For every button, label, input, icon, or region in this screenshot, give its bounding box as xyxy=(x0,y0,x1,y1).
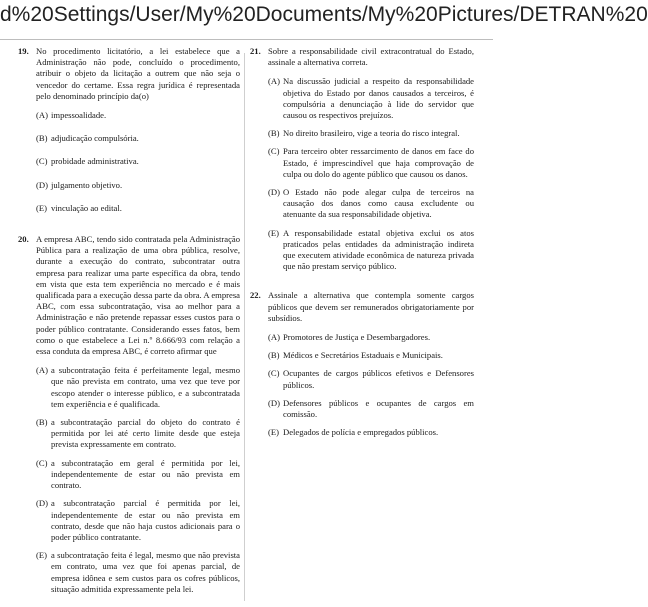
option-e[interactable] xyxy=(268,228,474,273)
option-list xyxy=(250,76,474,272)
question-22 xyxy=(250,290,474,438)
option-list xyxy=(18,110,240,214)
address-bar[interactable] xyxy=(0,0,648,41)
option-text: vinculação ao edital. xyxy=(51,202,122,213)
right-column xyxy=(250,46,474,450)
option-a[interactable] xyxy=(268,332,474,343)
question-number: 22. xyxy=(250,290,261,301)
option-letter: (B) xyxy=(36,417,48,428)
option-text: Na discussão judicial a respeito da responsabilidade objetiva do Estado por danos causados a terceiros, é compulsória a denunciação à lide do servidor que causou os respectivos prejuízos. xyxy=(283,76,474,121)
option-text: Promotores de Justiça e Desembargadores. xyxy=(283,332,431,343)
option-letter: (A) xyxy=(36,110,48,121)
option-letter: (B) xyxy=(36,133,48,144)
option-b[interactable] xyxy=(268,350,474,361)
option-letter: (C) xyxy=(268,368,280,379)
option-text: A responsabilidade estatal objetiva exclui os atos praticados pelas entidades da administração indireta que executem atividade econômica de natureza privada que não prestam serviço público. xyxy=(283,227,474,272)
option-text: julgamento objetivo. xyxy=(51,179,123,190)
option-letter: (E) xyxy=(36,202,47,213)
top-divider xyxy=(0,39,493,40)
question-stem: Sobre a responsabilidade civil extracontratual do Estado, assinale a alternativa correta. xyxy=(268,46,474,68)
option-letter: (E) xyxy=(36,550,47,561)
option-letter: (A) xyxy=(268,332,280,343)
option-letter: (D) xyxy=(268,397,280,408)
option-letter: (D) xyxy=(36,179,48,190)
option-d[interactable] xyxy=(268,187,474,221)
question-20 xyxy=(18,234,240,595)
option-list xyxy=(18,365,240,595)
option-text: Defensores públicos e ocupantes de cargos em comissão. xyxy=(283,397,474,420)
option-text: a subcontratação em geral é permitida por lei, independentemente de estar ou não prevista em contrato. xyxy=(51,457,240,491)
option-text: a subcontratação feita é perfeitamente legal, mesmo que não prevista em contrato, uma vez que teve por escopo atender o interesse público, e a subcontratada tem experiência e é qualificada. xyxy=(51,365,240,409)
option-list xyxy=(250,332,474,438)
option-letter: (B) xyxy=(268,350,280,361)
option-text: a subcontratação parcial é permitida por lei, independentemente de estar ou não prevista em contrato, desde que não haja custos adicionais para o poder público contratante. xyxy=(51,498,240,542)
question-number: 21. xyxy=(250,46,261,56)
option-letter: (A) xyxy=(36,365,48,376)
option-letter: (B) xyxy=(268,128,280,139)
option-a[interactable] xyxy=(36,365,240,410)
option-letter: (D) xyxy=(268,187,280,198)
column-divider xyxy=(244,53,245,601)
option-letter: (A) xyxy=(268,76,280,87)
option-e[interactable] xyxy=(268,427,474,438)
option-text: adjudicação compulsória. xyxy=(51,133,139,144)
option-text: a subcontratação parcial do objeto do contrato é permitida por lei até certo limite desde que esteja prevista expressamente em contrato. xyxy=(51,417,240,450)
option-c[interactable] xyxy=(268,368,474,390)
question-number: 19. xyxy=(18,46,29,56)
option-a[interactable] xyxy=(36,110,240,121)
option-text: impessoalidade. xyxy=(51,110,107,121)
option-d[interactable] xyxy=(36,498,240,543)
option-d[interactable] xyxy=(36,180,240,191)
option-letter: (C) xyxy=(36,457,48,468)
option-text: probidade administrativa. xyxy=(51,156,139,167)
option-b[interactable] xyxy=(268,128,474,139)
question-stem: A empresa ABC, tendo sido contratada pela Administração Pública para a realização de uma obra pública, resolve, durante a execução do contrato, subcontratar outra empresa para realizar uma parte específica da obra, tendo em vista que esta tem experiência no mercado e é mais qualificada para a execução dessa parte da obra. A empresa ABC, com essa subcontratação, visa ao melhor para a Administração e não pretende repassar esses custos para o poder público contratante. Considerando esses fatos, bem como o que estabelece a Lei n.º 8.666/93 com relação a essa conduta da empresa ABC, é correto afirmar que xyxy=(36,234,240,357)
option-letter: (C) xyxy=(36,156,48,167)
option-c[interactable] xyxy=(36,156,240,167)
option-b[interactable] xyxy=(36,133,240,144)
question-19 xyxy=(18,46,240,214)
option-letter: (C) xyxy=(268,146,280,157)
question-stem: Assinale a alternativa que contempla somente cargos públicos que devem ser remunerados obrigatoriamente por subsídios. xyxy=(268,290,474,323)
left-column xyxy=(18,46,240,607)
option-c[interactable] xyxy=(268,146,474,180)
option-text: Para terceiro obter ressarcimento de danos em face do Estado, é imprescindível que haja comprovação de culpa ou dolo do agente público que causou os danos. xyxy=(283,146,474,179)
option-text: a subcontratação feita é legal, mesmo que não prevista em contrato, uma vez que foi apenas parcial, de empresa idônea e sem custos para os cofres públicos, situação admitida expressamente pela lei. xyxy=(51,550,240,594)
option-a[interactable] xyxy=(268,76,474,121)
question-number: 20. xyxy=(18,234,29,245)
question-21 xyxy=(250,46,474,272)
option-letter: (E) xyxy=(268,427,279,438)
option-text: Médicos e Secretários Estaduais e Municipais. xyxy=(283,350,443,361)
option-e[interactable] xyxy=(36,550,240,595)
option-text: Delegados de polícia e empregados públicos. xyxy=(283,427,439,438)
option-e[interactable] xyxy=(36,203,240,214)
option-letter: (E) xyxy=(268,227,279,238)
option-text: O Estado não pode alegar culpa de terceiros na causação dos danos como causa excludente ou atenuante da sua responsabilidade objetiva. xyxy=(283,187,474,220)
option-c[interactable] xyxy=(36,458,240,492)
option-d[interactable] xyxy=(268,398,474,420)
address-text: d%20Settings/User/My%20Documents/My%20Pictures/DETRAN%20 xyxy=(0,3,648,26)
question-stem: No procedimento licitatório, a lei estabelece que a Administração não pode, concluído o procedimento, atribuir o objeto da licitação a outrem que não seja o vencedor do certame. Essa regra jurídica é representada pelo denominado princípio da(o) xyxy=(36,46,240,101)
option-text: No direito brasileiro, vige a teoria do risco integral. xyxy=(283,128,460,139)
option-b[interactable] xyxy=(36,417,240,451)
option-letter: (D) xyxy=(36,498,48,509)
option-text: Ocupantes de cargos públicos efetivos e Defensores públicos. xyxy=(283,368,474,390)
